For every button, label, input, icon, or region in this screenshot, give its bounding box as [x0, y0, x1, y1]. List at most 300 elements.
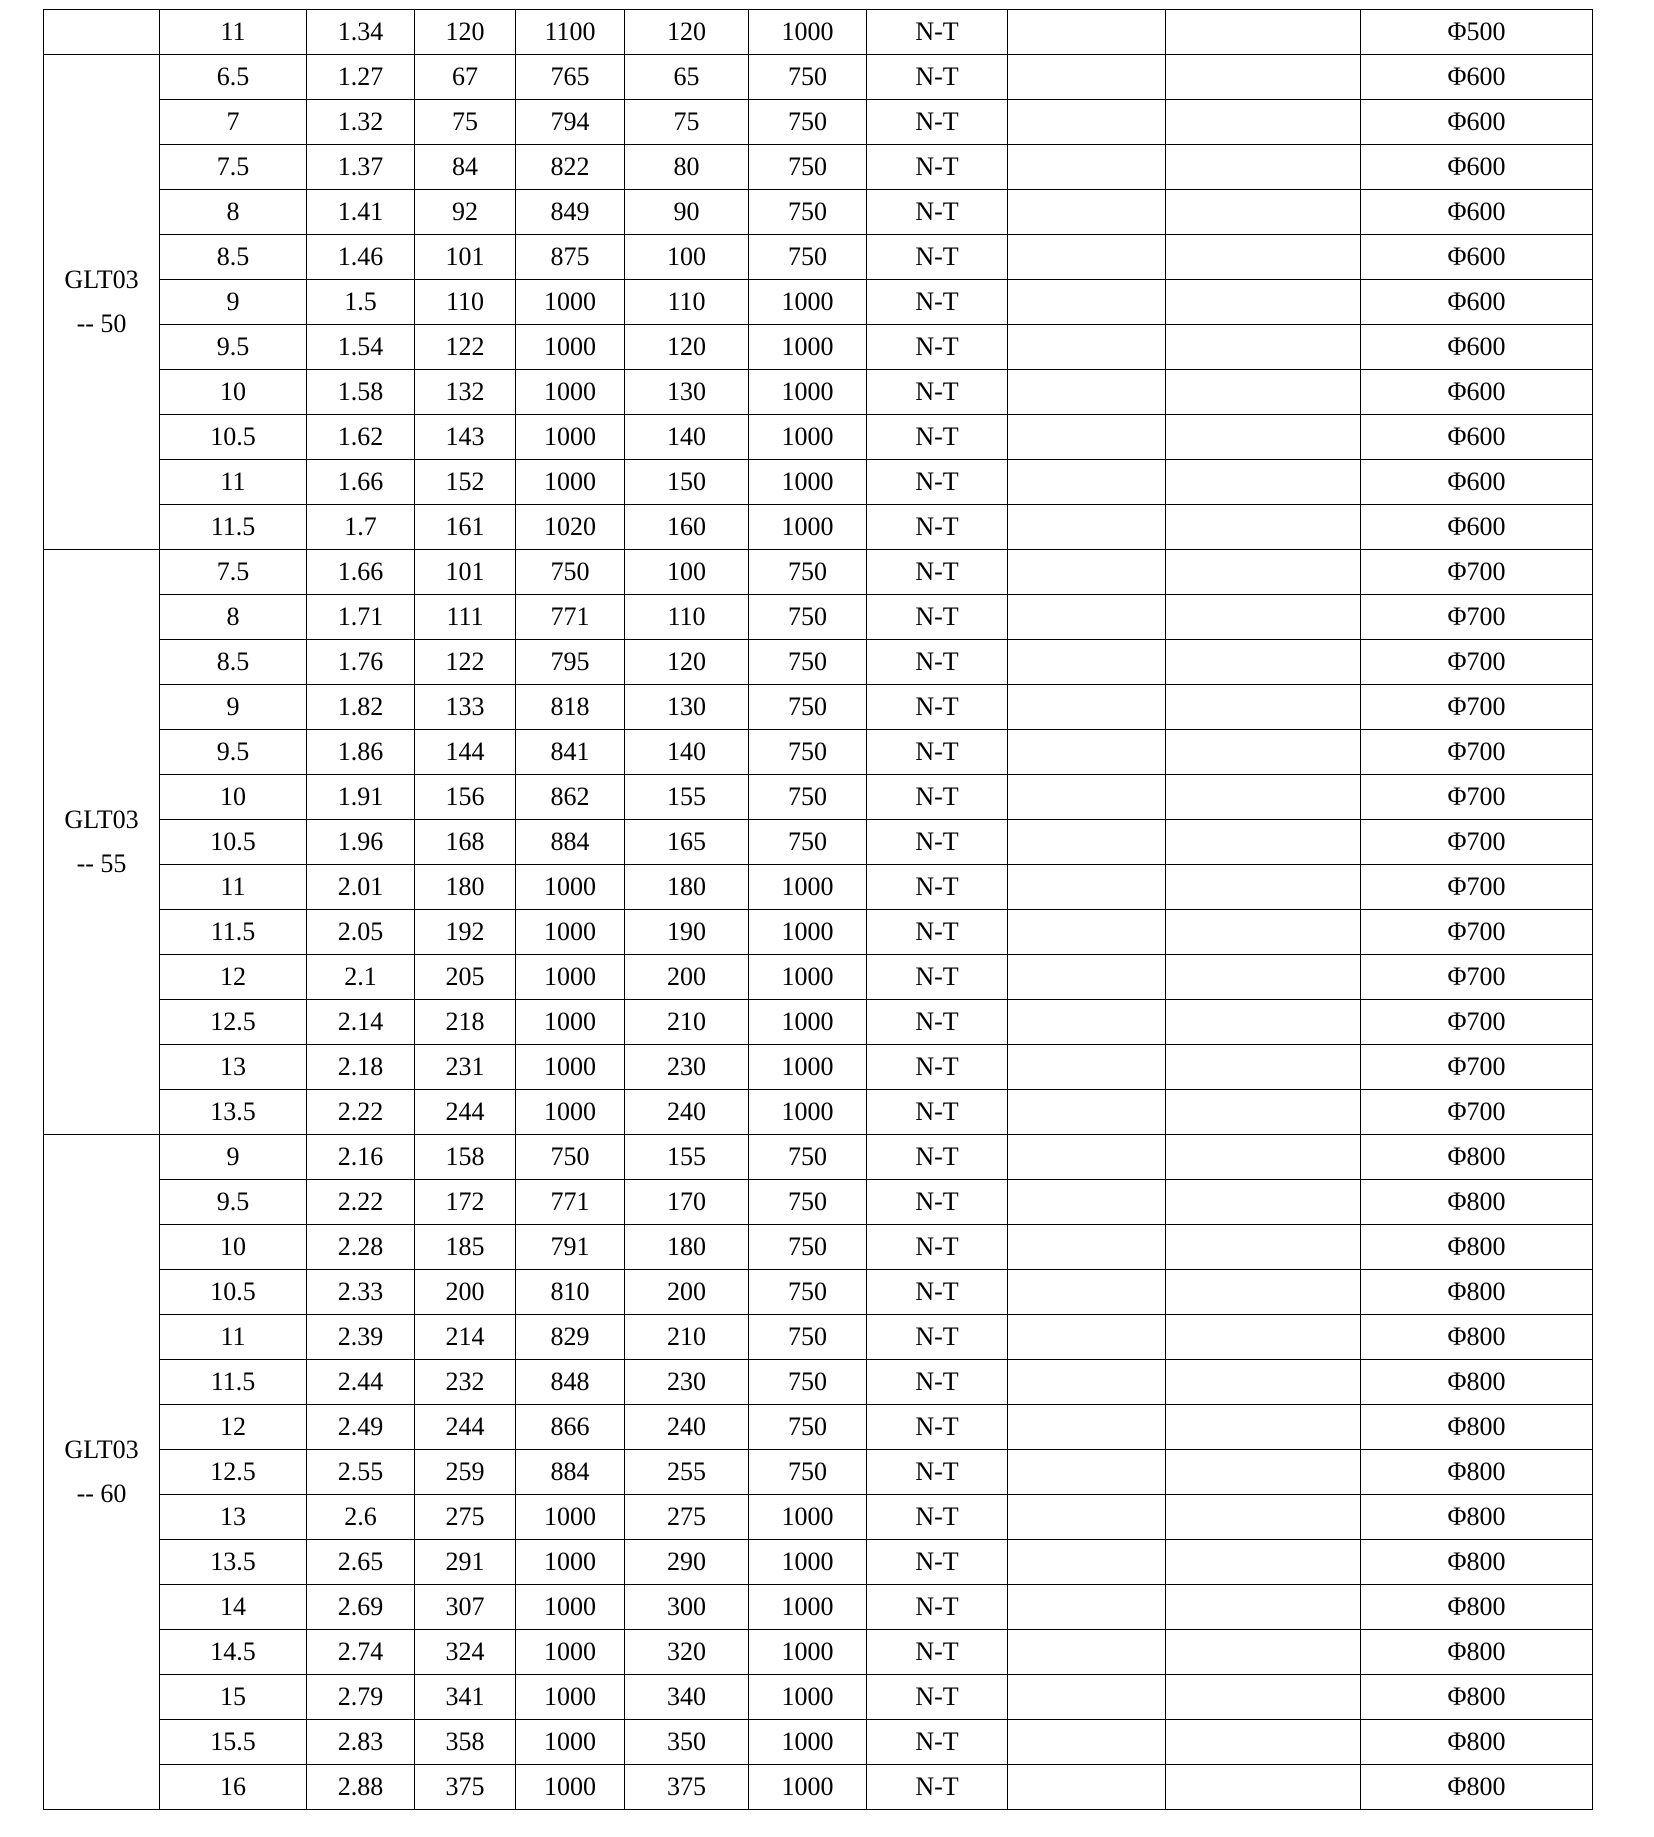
col-5-cell: 170 [625, 1180, 749, 1225]
table-row [44, 1360, 1593, 1405]
col-2-cell: 2.01 [307, 865, 415, 910]
model-name: GLT03 [64, 265, 139, 294]
col-1-cell: 12.5 [160, 1450, 307, 1495]
col-10-cell: Φ600 [1361, 100, 1593, 145]
col-2-cell: 1.32 [307, 100, 415, 145]
col-1-cell: 7 [160, 100, 307, 145]
table-row [44, 190, 1593, 235]
col-4-cell: 1000 [516, 1720, 625, 1765]
col-8-cell [1008, 370, 1166, 415]
col-5-cell: 130 [625, 685, 749, 730]
col-10-cell: Φ700 [1361, 820, 1593, 865]
col-3-cell: 231 [415, 1045, 516, 1090]
col-3-cell: 168 [415, 820, 516, 865]
col-4-cell: 771 [516, 1180, 625, 1225]
col-3-cell: 110 [415, 280, 516, 325]
col-5-cell: 320 [625, 1630, 749, 1675]
col-7-cell: N-T [867, 1315, 1008, 1360]
col-5-cell: 300 [625, 1585, 749, 1630]
col-4-cell: 818 [516, 685, 625, 730]
col-10-cell: Φ600 [1361, 145, 1593, 190]
col-1-cell: 9.5 [160, 730, 307, 775]
col-9-cell [1166, 1405, 1361, 1450]
table-row [44, 1270, 1593, 1315]
table-row [44, 145, 1593, 190]
col-2-cell: 1.96 [307, 820, 415, 865]
col-9-cell [1166, 640, 1361, 685]
col-1-cell: 13.5 [160, 1090, 307, 1135]
col-3-cell: 375 [415, 1765, 516, 1810]
col-9-cell [1166, 325, 1361, 370]
col-7-cell: N-T [867, 415, 1008, 460]
col-9-cell [1166, 1495, 1361, 1540]
col-10-cell: Φ700 [1361, 1045, 1593, 1090]
table-row [44, 460, 1593, 505]
col-2-cell: 2.79 [307, 1675, 415, 1720]
col-5-cell: 210 [625, 1000, 749, 1045]
col-5-cell: 90 [625, 190, 749, 235]
col-3-cell: 101 [415, 235, 516, 280]
col-4-cell: 1000 [516, 1495, 625, 1540]
col-8-cell [1008, 1450, 1166, 1495]
model-cell [44, 55, 160, 550]
col-4-cell: 1000 [516, 1045, 625, 1090]
col-9-cell [1166, 730, 1361, 775]
col-8-cell [1008, 955, 1166, 1000]
col-9-cell [1166, 1720, 1361, 1765]
col-6-cell: 1000 [749, 910, 867, 955]
col-8-cell [1008, 1045, 1166, 1090]
col-8-cell [1008, 190, 1166, 235]
col-5-cell: 180 [625, 1225, 749, 1270]
col-9-cell [1166, 1225, 1361, 1270]
spec-table [43, 9, 1593, 1810]
col-8-cell [1008, 10, 1166, 55]
col-4-cell: 1000 [516, 1630, 625, 1675]
table-row [44, 370, 1593, 415]
col-1-cell: 11 [160, 10, 307, 55]
table-body [44, 10, 1593, 1810]
col-1-cell: 11 [160, 460, 307, 505]
col-8-cell [1008, 1180, 1166, 1225]
col-3-cell: 161 [415, 505, 516, 550]
col-8-cell [1008, 1135, 1166, 1180]
col-10-cell: Φ700 [1361, 775, 1593, 820]
col-5-cell: 255 [625, 1450, 749, 1495]
col-10-cell: Φ800 [1361, 1180, 1593, 1225]
col-3-cell: 214 [415, 1315, 516, 1360]
col-2-cell: 2.6 [307, 1495, 415, 1540]
col-6-cell: 750 [749, 1450, 867, 1495]
table-row [44, 10, 1593, 55]
model-cell [44, 1135, 160, 1810]
col-1-cell: 8.5 [160, 640, 307, 685]
table-row [44, 55, 1593, 100]
col-9-cell [1166, 550, 1361, 595]
col-6-cell: 750 [749, 1180, 867, 1225]
col-7-cell: N-T [867, 1630, 1008, 1675]
col-7-cell: N-T [867, 1225, 1008, 1270]
col-7-cell: N-T [867, 1675, 1008, 1720]
col-5-cell: 210 [625, 1315, 749, 1360]
col-9-cell [1166, 1540, 1361, 1585]
col-8-cell [1008, 505, 1166, 550]
table-row [44, 1090, 1593, 1135]
col-2-cell: 2.16 [307, 1135, 415, 1180]
col-1-cell: 8 [160, 595, 307, 640]
col-3-cell: 101 [415, 550, 516, 595]
col-10-cell: Φ800 [1361, 1135, 1593, 1180]
table-row [44, 1225, 1593, 1270]
col-10-cell: Φ700 [1361, 640, 1593, 685]
col-2-cell: 1.66 [307, 550, 415, 595]
col-6-cell: 750 [749, 1135, 867, 1180]
col-9-cell [1166, 1090, 1361, 1135]
col-10-cell: Φ800 [1361, 1405, 1593, 1450]
table-row [44, 1315, 1593, 1360]
col-7-cell: N-T [867, 1585, 1008, 1630]
col-8-cell [1008, 1585, 1166, 1630]
col-6-cell: 750 [749, 1405, 867, 1450]
col-6-cell: 750 [749, 1270, 867, 1315]
col-1-cell: 9.5 [160, 325, 307, 370]
col-9-cell [1166, 1135, 1361, 1180]
col-5-cell: 180 [625, 865, 749, 910]
col-2-cell: 1.54 [307, 325, 415, 370]
col-9-cell [1166, 1630, 1361, 1675]
col-7-cell: N-T [867, 820, 1008, 865]
col-2-cell: 2.18 [307, 1045, 415, 1090]
col-6-cell: 750 [749, 1225, 867, 1270]
col-8-cell [1008, 280, 1166, 325]
col-9-cell [1166, 55, 1361, 100]
col-10-cell: Φ700 [1361, 550, 1593, 595]
col-1-cell: 14 [160, 1585, 307, 1630]
col-6-cell: 1000 [749, 10, 867, 55]
col-7-cell: N-T [867, 955, 1008, 1000]
col-6-cell: 1000 [749, 1540, 867, 1585]
col-10-cell: Φ700 [1361, 955, 1593, 1000]
col-3-cell: 291 [415, 1540, 516, 1585]
col-4-cell: 750 [516, 550, 625, 595]
col-7-cell: N-T [867, 550, 1008, 595]
table-row [44, 1495, 1593, 1540]
table-row [44, 280, 1593, 325]
table-row [44, 640, 1593, 685]
col-10-cell: Φ600 [1361, 190, 1593, 235]
col-5-cell: 375 [625, 1765, 749, 1810]
col-9-cell [1166, 685, 1361, 730]
col-6-cell: 750 [749, 595, 867, 640]
col-2-cell: 2.83 [307, 1720, 415, 1765]
col-2-cell: 2.69 [307, 1585, 415, 1630]
col-2-cell: 2.05 [307, 910, 415, 955]
col-7-cell: N-T [867, 1765, 1008, 1810]
col-5-cell: 120 [625, 325, 749, 370]
table-row [44, 1405, 1593, 1450]
col-3-cell: 122 [415, 325, 516, 370]
col-1-cell: 8.5 [160, 235, 307, 280]
table-row [44, 730, 1593, 775]
col-10-cell: Φ600 [1361, 55, 1593, 100]
col-5-cell: 140 [625, 415, 749, 460]
col-4-cell: 1100 [516, 10, 625, 55]
table-row [44, 910, 1593, 955]
col-9-cell [1166, 505, 1361, 550]
col-4-cell: 1000 [516, 910, 625, 955]
table-row [44, 550, 1593, 595]
table-row [44, 415, 1593, 460]
col-3-cell: 324 [415, 1630, 516, 1675]
col-9-cell [1166, 1450, 1361, 1495]
col-7-cell: N-T [867, 280, 1008, 325]
col-1-cell: 10 [160, 370, 307, 415]
table-row [44, 1000, 1593, 1045]
col-9-cell [1166, 460, 1361, 505]
col-1-cell: 6.5 [160, 55, 307, 100]
col-8-cell [1008, 100, 1166, 145]
table-row [44, 325, 1593, 370]
col-8-cell [1008, 1000, 1166, 1045]
col-9-cell [1166, 280, 1361, 325]
col-4-cell: 1000 [516, 280, 625, 325]
col-3-cell: 358 [415, 1720, 516, 1765]
col-10-cell: Φ800 [1361, 1450, 1593, 1495]
col-6-cell: 750 [749, 820, 867, 865]
col-9-cell [1166, 145, 1361, 190]
col-6-cell: 1000 [749, 1720, 867, 1765]
col-7-cell: N-T [867, 865, 1008, 910]
model-size: -- 55 [76, 849, 127, 878]
col-5-cell: 160 [625, 505, 749, 550]
col-9-cell [1166, 10, 1361, 55]
col-7-cell: N-T [867, 460, 1008, 505]
col-5-cell: 120 [625, 10, 749, 55]
table-row [44, 595, 1593, 640]
col-10-cell: Φ800 [1361, 1225, 1593, 1270]
col-7-cell: N-T [867, 370, 1008, 415]
col-6-cell: 1000 [749, 1495, 867, 1540]
col-1-cell: 7.5 [160, 550, 307, 595]
col-9-cell [1166, 235, 1361, 280]
col-8-cell [1008, 1630, 1166, 1675]
col-4-cell: 1000 [516, 1765, 625, 1810]
col-8-cell [1008, 1090, 1166, 1135]
col-8-cell [1008, 1315, 1166, 1360]
col-10-cell: Φ600 [1361, 235, 1593, 280]
col-8-cell [1008, 820, 1166, 865]
col-3-cell: 67 [415, 55, 516, 100]
col-3-cell: 341 [415, 1675, 516, 1720]
col-7-cell: N-T [867, 10, 1008, 55]
col-10-cell: Φ800 [1361, 1765, 1593, 1810]
col-7-cell: N-T [867, 685, 1008, 730]
col-9-cell [1166, 955, 1361, 1000]
col-10-cell: Φ600 [1361, 325, 1593, 370]
model-name: GLT03 [64, 1435, 139, 1464]
col-8-cell [1008, 865, 1166, 910]
col-3-cell: 92 [415, 190, 516, 235]
col-2-cell: 2.33 [307, 1270, 415, 1315]
table-row [44, 1540, 1593, 1585]
col-10-cell: Φ600 [1361, 415, 1593, 460]
col-9-cell [1166, 1270, 1361, 1315]
col-6-cell: 750 [749, 550, 867, 595]
col-2-cell: 2.28 [307, 1225, 415, 1270]
col-1-cell: 9 [160, 685, 307, 730]
col-6-cell: 1000 [749, 865, 867, 910]
col-5-cell: 240 [625, 1405, 749, 1450]
col-10-cell: Φ700 [1361, 685, 1593, 730]
col-7-cell: N-T [867, 1495, 1008, 1540]
col-2-cell: 1.71 [307, 595, 415, 640]
table-row [44, 1765, 1593, 1810]
col-7-cell: N-T [867, 910, 1008, 955]
col-1-cell: 12.5 [160, 1000, 307, 1045]
col-5-cell: 110 [625, 595, 749, 640]
col-1-cell: 13 [160, 1045, 307, 1090]
col-10-cell: Φ600 [1361, 505, 1593, 550]
col-4-cell: 1000 [516, 460, 625, 505]
col-7-cell: N-T [867, 1090, 1008, 1135]
col-8-cell [1008, 1495, 1166, 1540]
col-4-cell: 875 [516, 235, 625, 280]
col-7-cell: N-T [867, 1180, 1008, 1225]
col-3-cell: 185 [415, 1225, 516, 1270]
col-4-cell: 810 [516, 1270, 625, 1315]
col-10-cell: Φ700 [1361, 595, 1593, 640]
col-9-cell [1166, 370, 1361, 415]
col-4-cell: 841 [516, 730, 625, 775]
col-4-cell: 1000 [516, 1675, 625, 1720]
col-2-cell: 1.37 [307, 145, 415, 190]
col-3-cell: 132 [415, 370, 516, 415]
col-9-cell [1166, 1180, 1361, 1225]
model-cell [44, 10, 160, 55]
col-1-cell: 12 [160, 955, 307, 1000]
col-2-cell: 1.34 [307, 10, 415, 55]
col-1-cell: 14.5 [160, 1630, 307, 1675]
col-2-cell: 2.22 [307, 1090, 415, 1135]
col-10-cell: Φ800 [1361, 1630, 1593, 1675]
col-3-cell: 152 [415, 460, 516, 505]
col-2-cell: 1.5 [307, 280, 415, 325]
col-1-cell: 9 [160, 280, 307, 325]
col-6-cell: 750 [749, 640, 867, 685]
col-3-cell: 84 [415, 145, 516, 190]
table-row [44, 685, 1593, 730]
col-4-cell: 1000 [516, 1090, 625, 1135]
col-8-cell [1008, 145, 1166, 190]
col-5-cell: 65 [625, 55, 749, 100]
col-9-cell [1166, 415, 1361, 460]
col-3-cell: 244 [415, 1090, 516, 1135]
col-10-cell: Φ800 [1361, 1675, 1593, 1720]
col-4-cell: 866 [516, 1405, 625, 1450]
col-5-cell: 80 [625, 145, 749, 190]
col-5-cell: 140 [625, 730, 749, 775]
col-10-cell: Φ700 [1361, 865, 1593, 910]
col-1-cell: 10.5 [160, 820, 307, 865]
col-10-cell: Φ600 [1361, 460, 1593, 505]
col-2-cell: 2.1 [307, 955, 415, 1000]
col-7-cell: N-T [867, 1450, 1008, 1495]
col-6-cell: 750 [749, 55, 867, 100]
col-10-cell: Φ800 [1361, 1270, 1593, 1315]
col-5-cell: 200 [625, 1270, 749, 1315]
col-8-cell [1008, 910, 1166, 955]
col-1-cell: 16 [160, 1765, 307, 1810]
col-3-cell: 75 [415, 100, 516, 145]
col-4-cell: 1000 [516, 325, 625, 370]
col-5-cell: 290 [625, 1540, 749, 1585]
col-9-cell [1166, 865, 1361, 910]
col-8-cell [1008, 775, 1166, 820]
col-4-cell: 1020 [516, 505, 625, 550]
col-6-cell: 750 [749, 1315, 867, 1360]
col-7-cell: N-T [867, 55, 1008, 100]
col-8-cell [1008, 460, 1166, 505]
col-2-cell: 1.58 [307, 370, 415, 415]
col-6-cell: 750 [749, 145, 867, 190]
col-10-cell: Φ700 [1361, 730, 1593, 775]
col-5-cell: 150 [625, 460, 749, 505]
col-4-cell: 1000 [516, 865, 625, 910]
model-size: -- 60 [76, 1479, 127, 1508]
col-4-cell: 1000 [516, 1585, 625, 1630]
col-9-cell [1166, 1360, 1361, 1405]
col-6-cell: 1000 [749, 370, 867, 415]
col-1-cell: 11.5 [160, 910, 307, 955]
col-7-cell: N-T [867, 1135, 1008, 1180]
col-1-cell: 9.5 [160, 1180, 307, 1225]
table-row [44, 1135, 1593, 1180]
col-2-cell: 1.91 [307, 775, 415, 820]
table-row [44, 820, 1593, 865]
col-5-cell: 200 [625, 955, 749, 1000]
col-8-cell [1008, 1360, 1166, 1405]
col-2-cell: 1.62 [307, 415, 415, 460]
col-8-cell [1008, 1225, 1166, 1270]
table-row [44, 505, 1593, 550]
col-9-cell [1166, 1000, 1361, 1045]
col-10-cell: Φ800 [1361, 1315, 1593, 1360]
col-5-cell: 155 [625, 1135, 749, 1180]
col-6-cell: 1000 [749, 1765, 867, 1810]
col-10-cell: Φ800 [1361, 1720, 1593, 1765]
col-8-cell [1008, 1270, 1166, 1315]
col-4-cell: 1000 [516, 415, 625, 460]
col-8-cell [1008, 55, 1166, 100]
table-row [44, 1450, 1593, 1495]
col-1-cell: 11.5 [160, 1360, 307, 1405]
col-6-cell: 750 [749, 685, 867, 730]
col-9-cell [1166, 1315, 1361, 1360]
col-6-cell: 750 [749, 775, 867, 820]
col-5-cell: 230 [625, 1045, 749, 1090]
col-7-cell: N-T [867, 190, 1008, 235]
col-9-cell [1166, 820, 1361, 865]
col-9-cell [1166, 910, 1361, 955]
col-9-cell [1166, 1045, 1361, 1090]
col-10-cell: Φ500 [1361, 10, 1593, 55]
col-2-cell: 1.76 [307, 640, 415, 685]
col-3-cell: 307 [415, 1585, 516, 1630]
col-7-cell: N-T [867, 730, 1008, 775]
col-3-cell: 205 [415, 955, 516, 1000]
col-5-cell: 155 [625, 775, 749, 820]
col-1-cell: 15 [160, 1675, 307, 1720]
